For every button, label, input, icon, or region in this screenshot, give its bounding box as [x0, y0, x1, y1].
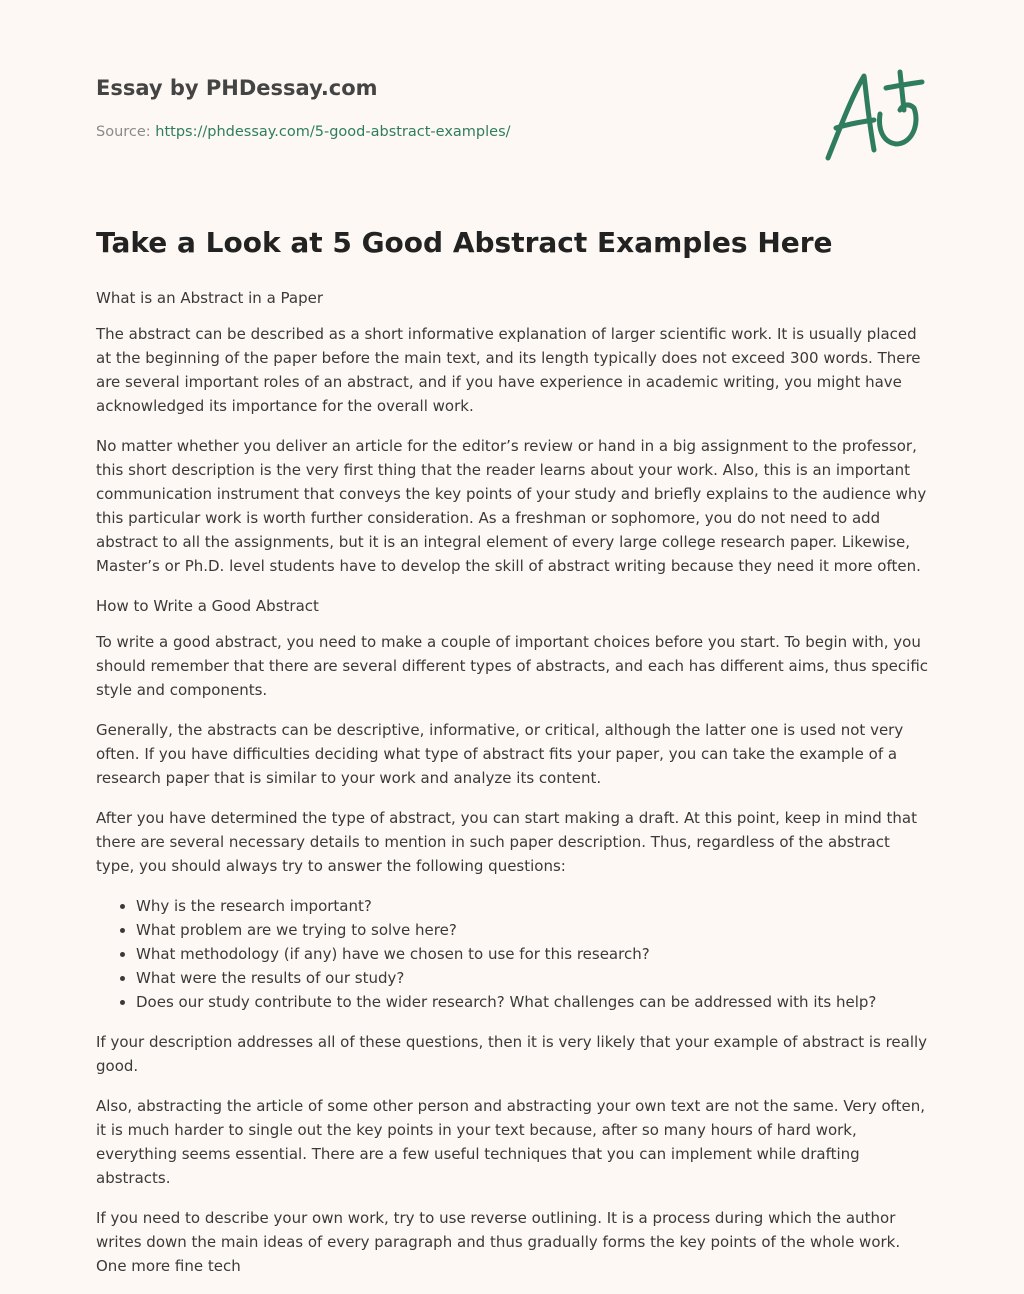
site-brand: Essay by PHDessay.com: [96, 76, 378, 100]
page-title: Take a Look at 5 Good Abstract Examples Here: [96, 226, 833, 259]
questions-list: [96, 894, 930, 1014]
list-item: • What were the results of our study?: [136, 966, 930, 990]
paragraph-2: No matter whether you deliver an article for the editor’s review or hand in a big assignment to the professor, this short description is the very first thing that the reader learns about your work. Also, this is an important communication instrument that conveys the key points of your study and briefly explains to the audience why this particular work is worth further consideration. As a freshman or sophomore, you do not need to add abstract to all the assignments, but it is an integral element of every large college research paper. Likewise, Master’s or Ph.D. level students have to develop the skill of abstract writing because they need it more often.: [96, 437, 927, 575]
a-plus-logo-icon: [822, 66, 926, 166]
section-heading-abstract: What is an Abstract in a Paper: [96, 289, 324, 307]
section-heading-how-to: How to Write a Good Abstract: [96, 597, 319, 615]
paragraph-1: The abstract can be described as a short informative explanation of larger scientific work. It is usually placed at the beginning of the paper before the main text, and its length typically does not exceed 300 words. There are several important roles of an abstract, and if you have experience in academic writing, you might have acknowledged its importance for the overall work.: [96, 325, 921, 415]
paragraph-7: Also, abstracting the article of some other person and abstracting your own text are not the same. Very often, it is much harder to single out the key points in your text because, after so many hours of hard work, everything seems essential. There are a few useful techniques that you can implement while drafting abstracts.: [96, 1097, 926, 1187]
paragraph-3: To write a good abstract, you need to make a couple of important choices before you start. To begin with, you should remember that there are several different types of abstracts, and each has different aims, thus specific style and components.: [96, 633, 929, 699]
paragraph-5: After you have determined the type of abstract, you can start making a draft. At this point, keep in mind that there are several necessary details to mention in such paper description. Thus, regardless of the abstract type, you should always try to answer the following questions:: [96, 809, 918, 875]
list-item: • Does our study contribute to the wider research? What challenges can be addressed with its help?: [136, 990, 930, 1014]
paragraph-4: Generally, the abstracts can be descriptive, informative, or critical, although the latter one is used not very often. If you have difficulties deciding what type of abstract fits your paper, you can take the example of a research paper that is similar to your work and analyze its content.: [96, 721, 904, 787]
list-item: • What methodology (if any) have we chosen to use for this research?: [136, 942, 930, 966]
paragraph-6: If your description addresses all of these questions, then it is very likely that your example of abstract is really good.: [96, 1033, 928, 1075]
source-link[interactable]: https://phdessay.com/5-good-abstract-examples/: [155, 124, 511, 140]
list-item: • What problem are we trying to solve here?: [136, 918, 930, 942]
source-label: Source:: [96, 124, 151, 140]
essay-body: [96, 286, 930, 1294]
list-item: • Why is the research important?: [136, 894, 930, 918]
source-line: [96, 124, 511, 140]
paragraph-8: If you need to describe your own work, try to use reverse outlining. It is a process during which the author writes down the main ideas of every paragraph and thus gradually forms the key points of the whole work. One more fine tech: [96, 1209, 901, 1275]
